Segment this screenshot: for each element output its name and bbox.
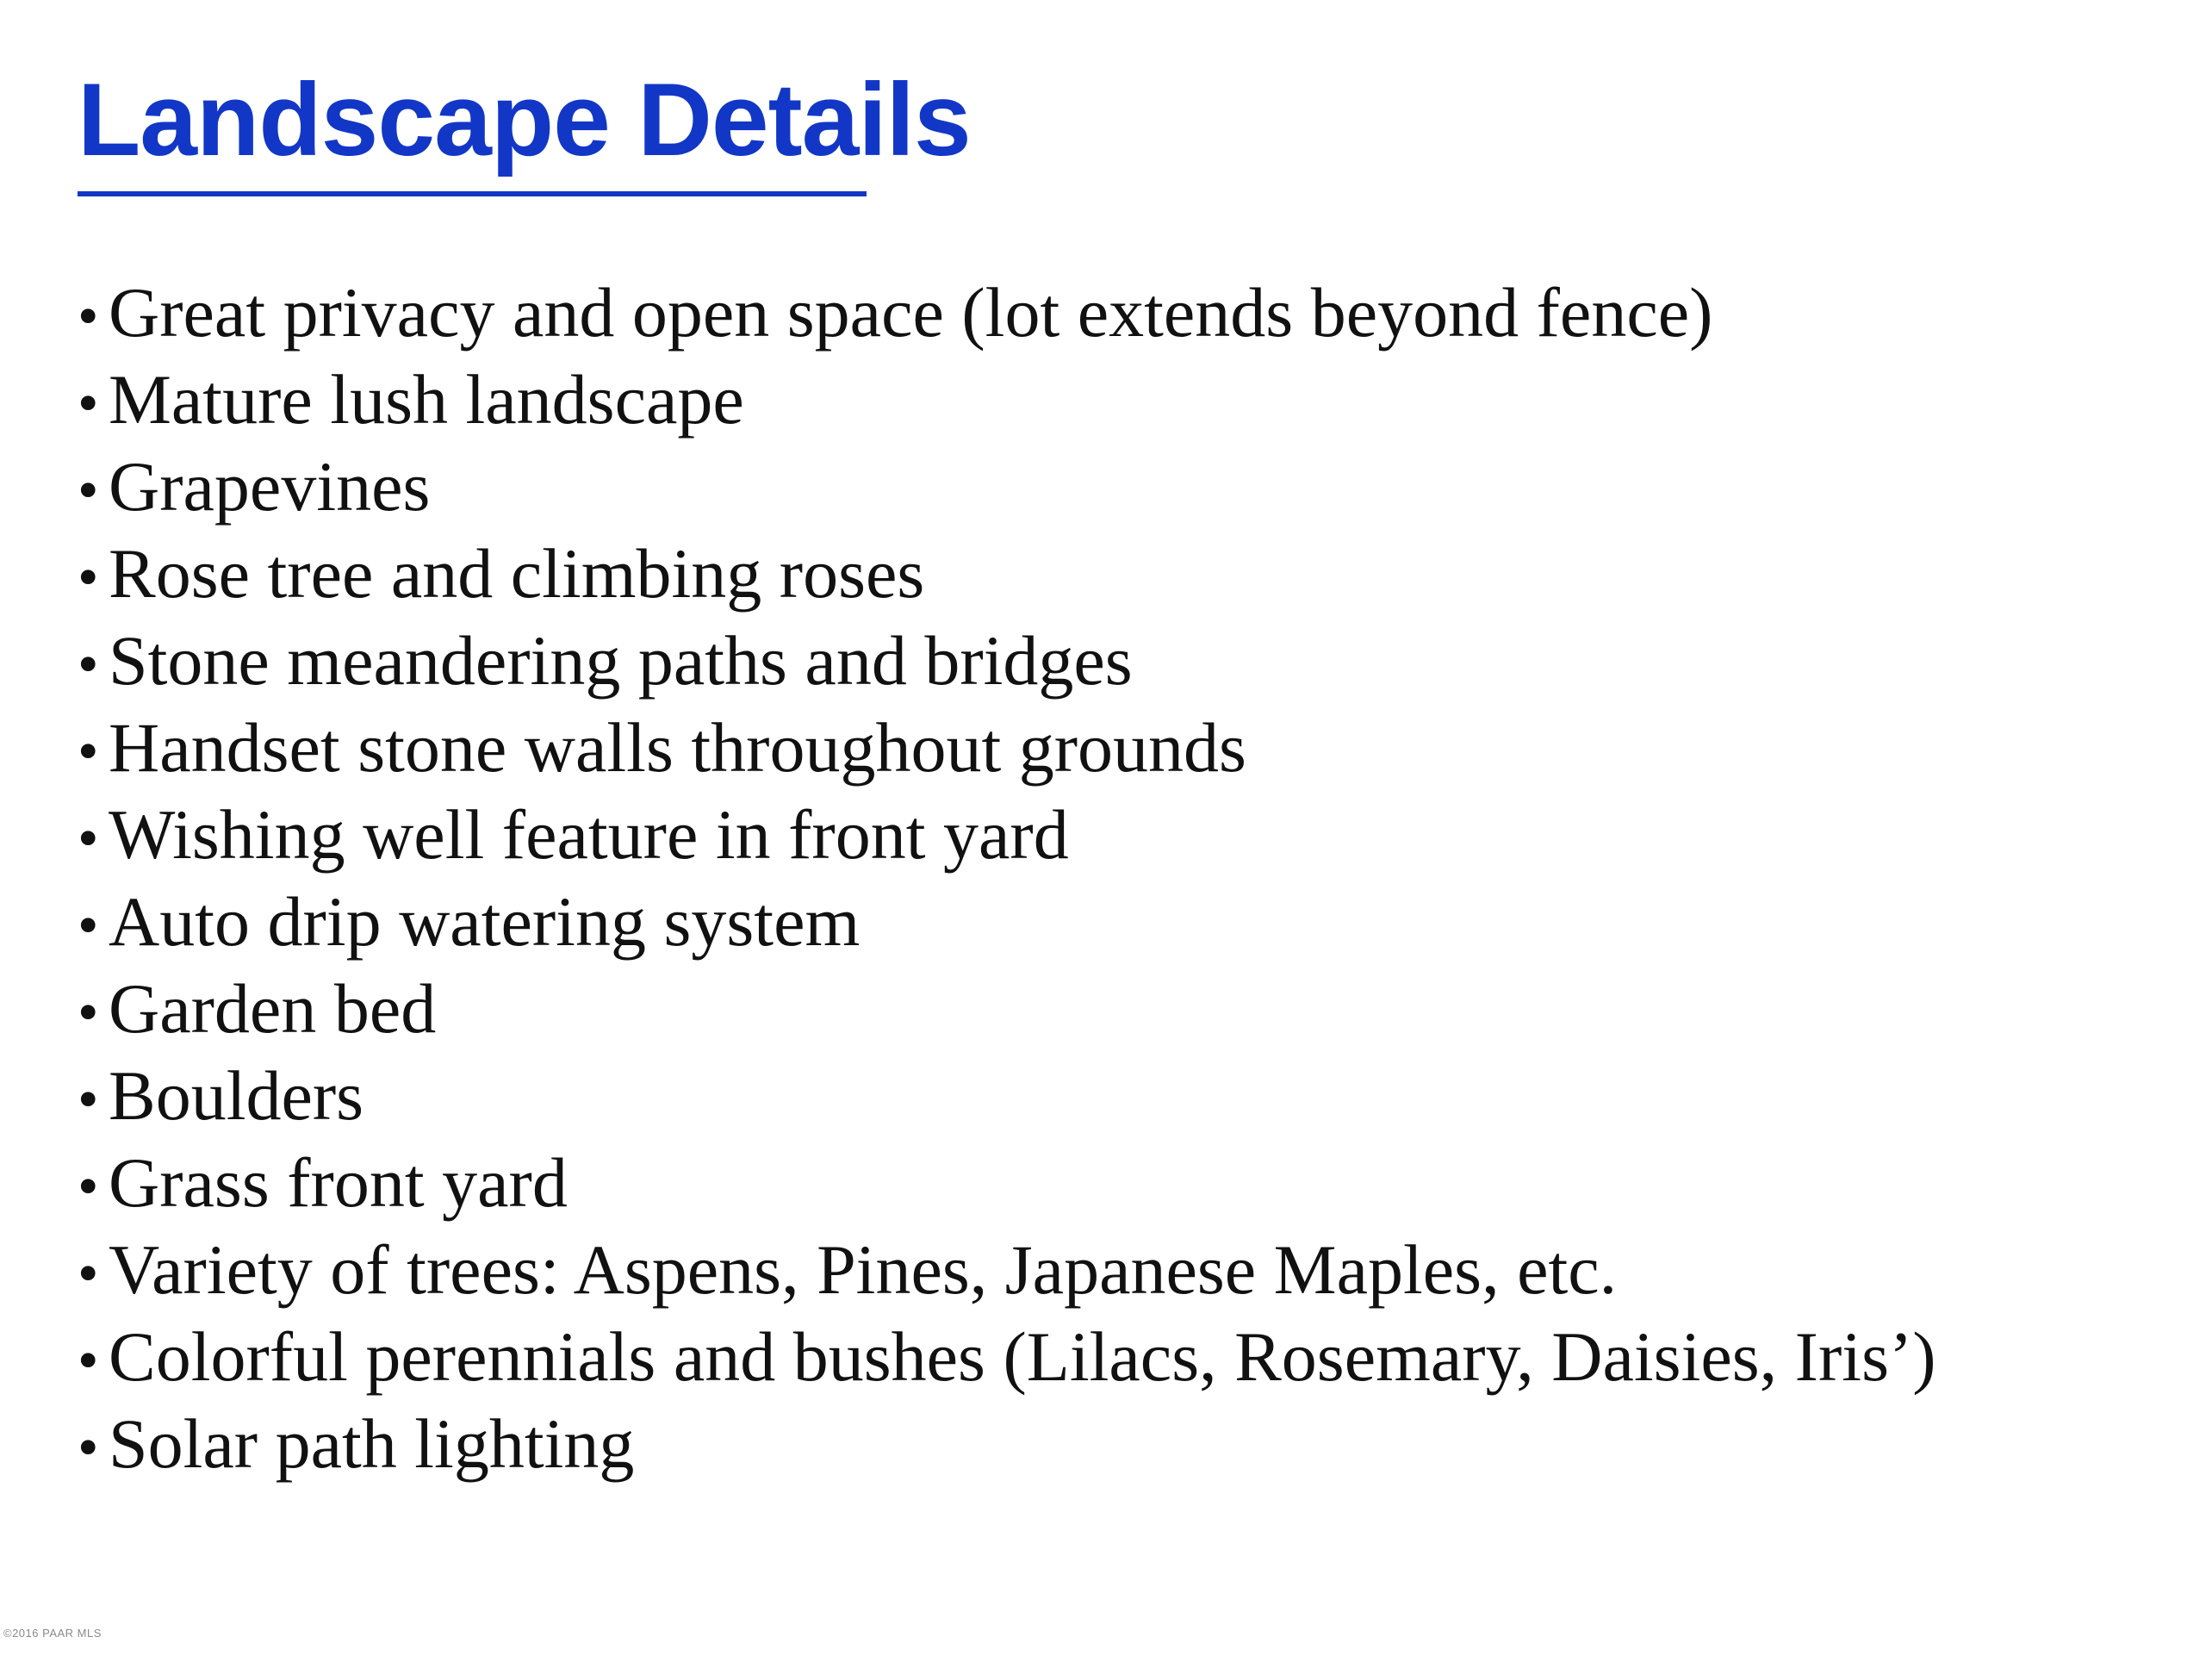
title-underline [78, 191, 867, 196]
list-item [78, 704, 1936, 791]
list-item [78, 1313, 1936, 1400]
list-item [78, 1400, 1936, 1487]
bullet-icon: • [78, 719, 99, 785]
list-item [78, 965, 1936, 1052]
bullet-icon: • [78, 1154, 99, 1220]
list-item-text: Handset stone walls throughout grounds [109, 708, 1246, 787]
list-item-text: Boulders [109, 1056, 364, 1135]
page-title: Landscape Details [78, 62, 971, 177]
bullet-icon: • [78, 283, 99, 350]
landscape-feature-list [78, 269, 1936, 1487]
list-item [78, 269, 1936, 356]
list-item [78, 1226, 1936, 1313]
list-item [78, 530, 1936, 617]
list-item-text: Rose tree and climbing roses [109, 534, 925, 613]
list-item [78, 356, 1936, 443]
bullet-icon: • [78, 370, 99, 437]
list-item [78, 1052, 1936, 1139]
title-block [78, 60, 971, 196]
bullet-icon: • [78, 893, 99, 959]
list-item-text: Stone meandering paths and bridges [109, 621, 1133, 700]
list-item-text: Mature lush landscape [109, 360, 744, 439]
list-item-text: Grass front yard [109, 1143, 568, 1222]
list-item [78, 791, 1936, 878]
list-item-text: Auto drip watering system [109, 882, 861, 961]
list-item-text: Colorful perennials and bushes (Lilacs, Rosemary, Daisies, Iris’) [109, 1317, 1936, 1396]
list-item-text: Solar path lighting [109, 1404, 635, 1483]
copyright-notice: ©2016 PAAR MLS [3, 1627, 102, 1640]
list-item [78, 878, 1936, 965]
bullet-icon: • [78, 545, 99, 611]
list-item-text: Garden bed [109, 969, 437, 1048]
bullet-icon: • [78, 1415, 99, 1481]
bullet-icon: • [78, 457, 99, 524]
list-item [78, 617, 1936, 704]
list-item-text: Grapevines [109, 447, 431, 526]
bullet-icon: • [78, 806, 99, 872]
list-item-text: Wishing well feature in front yard [109, 795, 1069, 874]
list-item-text: Great privacy and open space (lot extends beyond fence) [109, 273, 1713, 352]
bullet-icon: • [78, 632, 99, 698]
list-item [78, 443, 1936, 530]
bullet-icon: • [78, 1241, 99, 1307]
list-item [78, 1139, 1936, 1226]
bullet-icon: • [78, 1328, 99, 1394]
list-item-text: Variety of trees: Aspens, Pines, Japanese Maples, etc. [109, 1230, 1618, 1309]
bullet-icon: • [78, 980, 99, 1046]
bullet-icon: • [78, 1067, 99, 1133]
